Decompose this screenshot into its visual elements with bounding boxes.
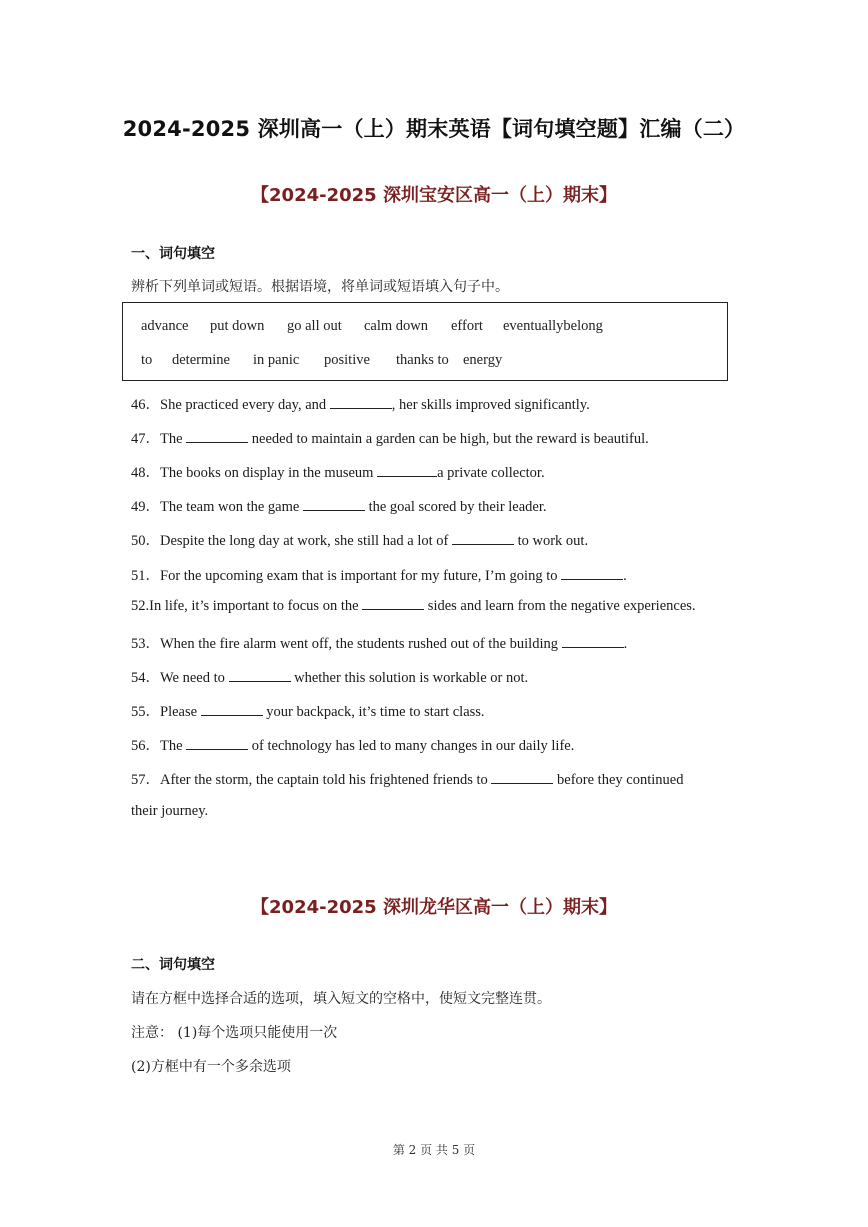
word-bank-item: calm down — [364, 318, 429, 334]
answer-blank[interactable] — [186, 739, 248, 750]
note-2: (2)方框中有一个多余选项 — [131, 1059, 291, 1075]
question-46: 46．She practiced every day, and , her skills improved significantly. — [131, 397, 590, 413]
question-49: 49．The team won the game the goal scored by their leader. — [131, 499, 547, 515]
question-57: 57．After the storm, the captain told his frightened friends to before they continued — [131, 772, 684, 788]
answer-blank[interactable] — [452, 534, 514, 545]
page-number-footer: 第 2 页 共 5 页 — [392, 1143, 476, 1157]
answer-blank[interactable] — [229, 671, 291, 682]
answer-blank[interactable] — [561, 569, 623, 580]
question-50: 50．Despite the long day at work, she still had a lot of to work out. — [131, 533, 589, 549]
question-57-continued: their journey. — [131, 803, 209, 819]
word-bank-item: positive — [324, 352, 370, 368]
question-56: 56．The of technology has led to many changes in our daily life. — [131, 738, 575, 754]
question-55: 55．Please your backpack, it’s time to start class. — [131, 704, 485, 720]
word-bank-item: eventuallybelong — [503, 318, 603, 334]
answer-blank[interactable] — [303, 500, 365, 511]
question-54: 54．We need to whether this solution is workable or not. — [131, 670, 529, 686]
word-bank-item: go all out — [287, 318, 342, 334]
word-bank-item: put down — [210, 318, 265, 334]
document-title: 2024-2025 深圳高一（上）期末英语【词句填空题】汇编（二） — [122, 117, 746, 141]
note-1: 注意： (1)每个选项只能使用一次 — [131, 1025, 338, 1041]
word-bank-item: effort — [451, 318, 483, 334]
question-52: 52.In life, it’s important to focus on the sides and learn from the negative experiences. — [131, 598, 696, 614]
question-53: 53．When the fire alarm went off, the students rushed out of the building . — [131, 636, 628, 652]
question-47: 47．The needed to maintain a garden can be high, but the reward is beautiful. — [131, 431, 649, 447]
question-48: 48．The books on display in the museum a private collector. — [131, 465, 545, 481]
section-title-longhua: 【2024-2025 深圳龙华区高一（上）期末】 — [251, 897, 617, 918]
question-51: 51．For the upcoming exam that is important for my future, I’m going to . — [131, 568, 627, 584]
instruction-2: 请在方框中选择合适的选项，填入短文的空格中，使短文完整连贯。 — [131, 991, 551, 1007]
word-bank-item: advance — [141, 318, 189, 334]
answer-blank[interactable] — [377, 466, 437, 477]
answer-blank[interactable] — [201, 705, 263, 716]
answer-blank[interactable] — [562, 637, 624, 648]
answer-blank[interactable] — [330, 398, 392, 409]
section-title-baoan: 【2024-2025 深圳宝安区高一（上）期末】 — [251, 185, 617, 206]
section-heading-2: 二、词句填空 — [131, 957, 215, 973]
word-bank-item: to — [141, 352, 153, 368]
answer-blank[interactable] — [186, 432, 248, 443]
word-bank-item: thanks to — [396, 352, 449, 368]
section-heading-1: 一、词句填空 — [131, 246, 215, 262]
word-bank-item: in panic — [253, 352, 300, 368]
instruction-1: 辨析下列单词或短语。根据语境，将单词或短语填入句子中。 — [131, 279, 509, 295]
answer-blank[interactable] — [362, 599, 424, 610]
word-bank-item: determine — [172, 352, 230, 368]
answer-blank[interactable] — [491, 773, 553, 784]
word-bank-box — [122, 302, 728, 381]
word-bank-item: energy — [463, 352, 503, 368]
